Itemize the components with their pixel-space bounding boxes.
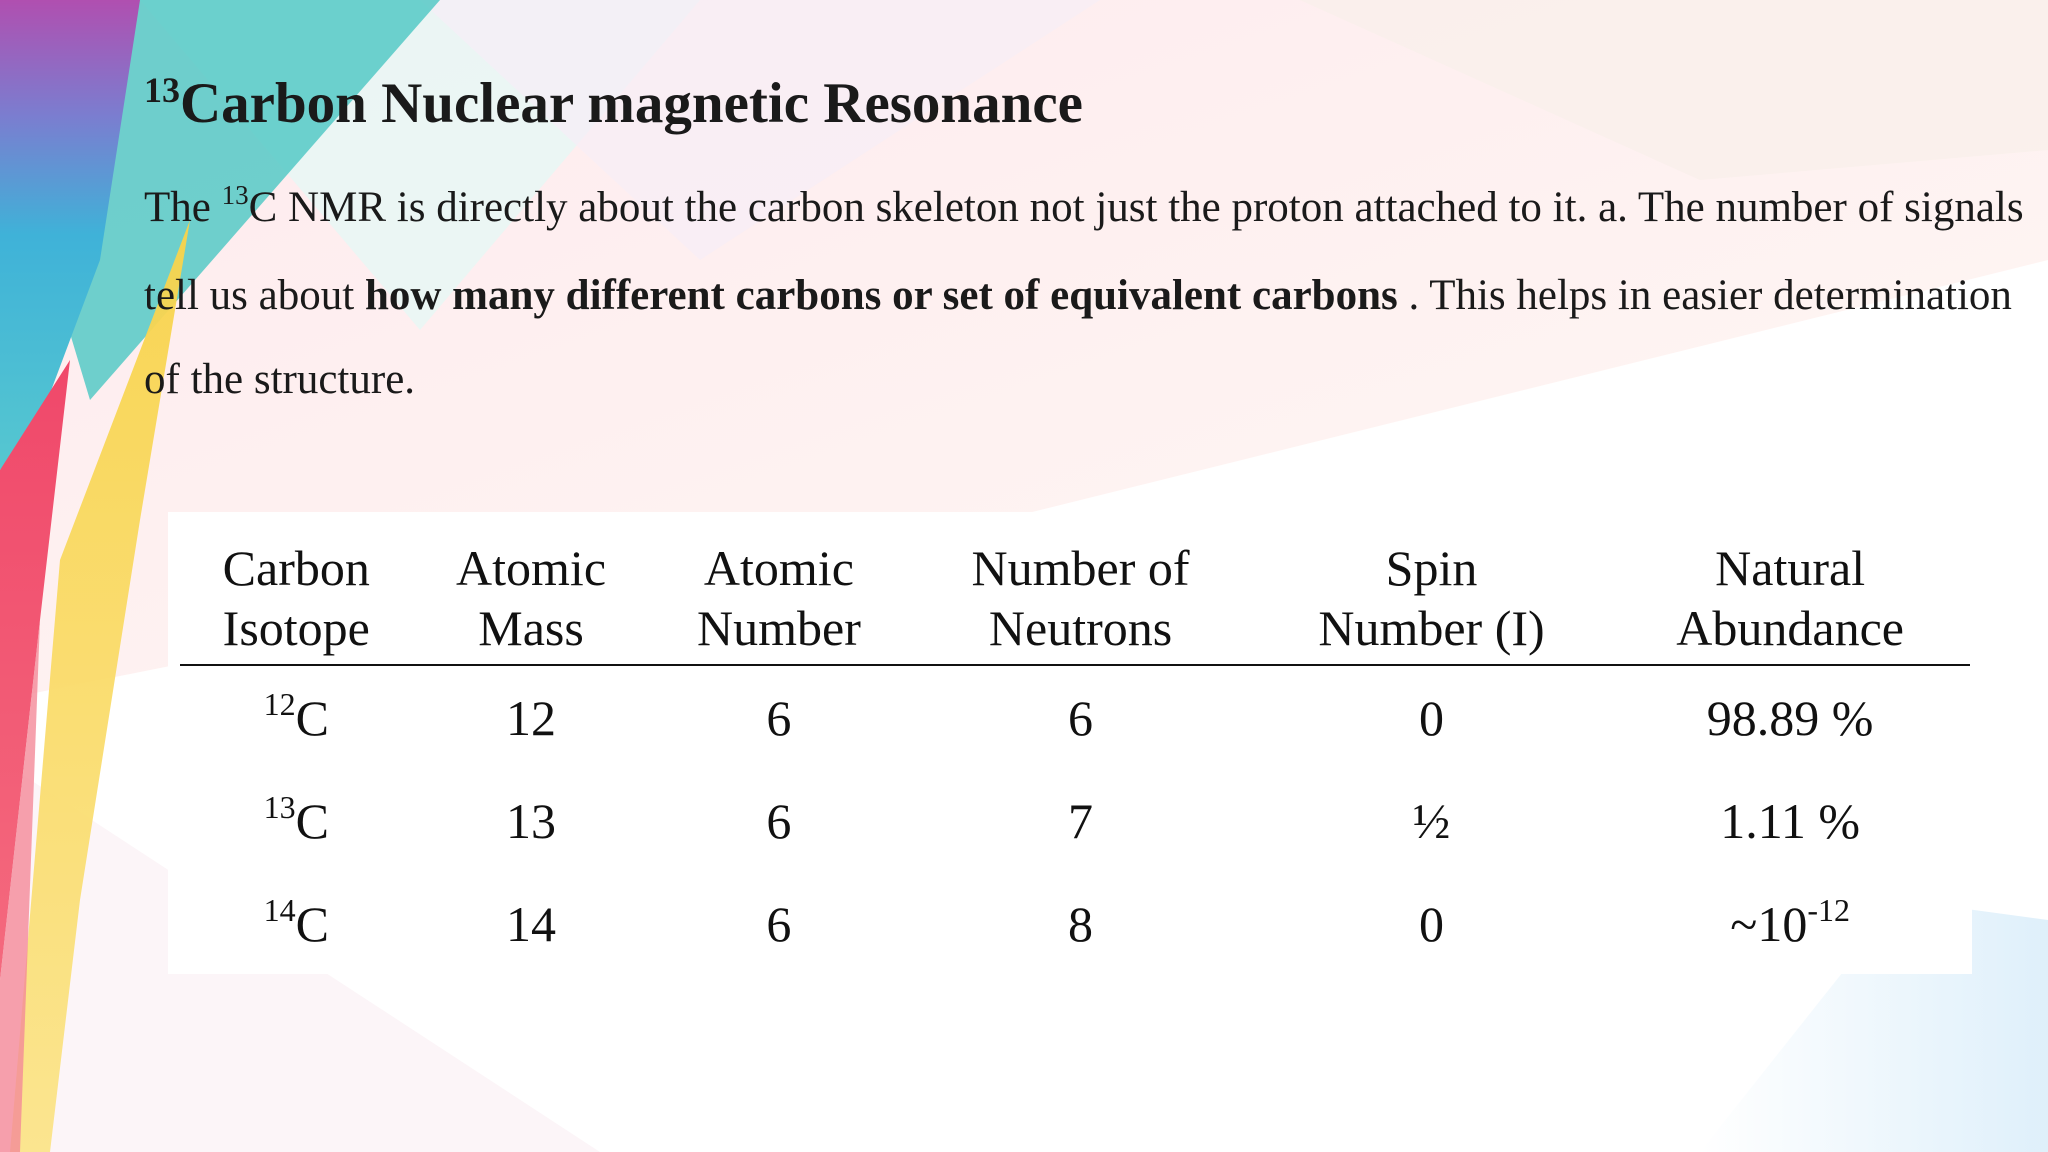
header-line: Mass: [478, 600, 584, 656]
cell-abundance: [1610, 872, 1970, 975]
isotope-superscript: 13: [263, 788, 296, 825]
isotope-superscript: 12: [263, 685, 296, 722]
header-line: Carbon: [222, 540, 370, 596]
intro-paragraph: [144, 166, 2024, 422]
isotope-symbol: C: [295, 792, 329, 849]
title-text: Carbon Nuclear magnetic Resonance: [180, 72, 1083, 135]
header-carbon-isotope: [180, 538, 413, 665]
isotope-symbol: C: [295, 895, 329, 952]
abundance-value: 98.89 %: [1706, 689, 1874, 746]
header-atomic-mass: [413, 538, 650, 665]
header-line: Abundance: [1676, 600, 1904, 656]
header-line: Isotope: [222, 600, 370, 656]
paragraph-lead: The: [144, 184, 211, 231]
header-atomic-number: [650, 538, 909, 665]
abundance-value: 1.11 %: [1720, 792, 1861, 849]
header-line: Spin: [1385, 540, 1478, 596]
cell-neutrons: 6: [1068, 689, 1094, 746]
abundance-value: ~10: [1730, 895, 1808, 952]
header-line: Atomic: [703, 540, 854, 596]
header-line: Neutrons: [988, 600, 1173, 656]
cell-neutrons: 7: [1068, 792, 1094, 849]
header-spin-number: [1253, 538, 1611, 665]
isotope-symbol: C: [295, 689, 329, 746]
paragraph-emphasis: how many different carbons or set of equivalent carbons: [364, 272, 1398, 319]
cell-isotope: [180, 665, 413, 769]
paragraph-part2: . This helps in easier determination of the structure.: [144, 272, 2012, 403]
header-line: Number: [697, 600, 861, 656]
cell-atomic-number: 6: [766, 792, 792, 849]
isotope-table-panel: [168, 512, 1972, 974]
cell-spin: 0: [1419, 689, 1444, 746]
cell-abundance: [1610, 769, 1970, 872]
isotope-superscript: 14: [263, 891, 296, 928]
header-natural-abundance: [1610, 538, 1970, 665]
header-line: Number of: [971, 540, 1190, 596]
isotope-table: [180, 538, 1970, 975]
cell-spin: ½: [1412, 792, 1451, 849]
cell-atomic-mass: 13: [506, 792, 557, 849]
paragraph-part1: C NMR is directly about the carbon skeleton not just the proton attached to it. a. The number of signals tell us about: [144, 184, 2024, 319]
cell-atomic-number: 6: [766, 895, 792, 952]
header-line: Number (I): [1318, 600, 1545, 656]
slide-title: [144, 70, 1083, 138]
table-row: [180, 769, 1970, 872]
cell-neutrons: 8: [1068, 895, 1094, 952]
header-line: Atomic: [456, 540, 607, 596]
table-row: [180, 665, 1970, 769]
cell-spin: 0: [1419, 895, 1444, 952]
cell-atomic-mass: 12: [506, 689, 557, 746]
cell-atomic-number: 6: [766, 689, 792, 746]
cell-isotope: [180, 872, 413, 975]
title-superscript: 13: [144, 70, 180, 110]
table-header-row: [180, 538, 1970, 665]
header-number-of-neutrons: [908, 538, 1252, 665]
abundance-exponent: -12: [1807, 891, 1850, 928]
paragraph-isotope-superscript: 13: [221, 180, 249, 210]
cell-abundance: [1610, 665, 1970, 769]
table-row: [180, 872, 1970, 975]
header-line: Natural: [1715, 540, 1866, 596]
cell-atomic-mass: 14: [506, 895, 557, 952]
cell-isotope: [180, 769, 413, 872]
